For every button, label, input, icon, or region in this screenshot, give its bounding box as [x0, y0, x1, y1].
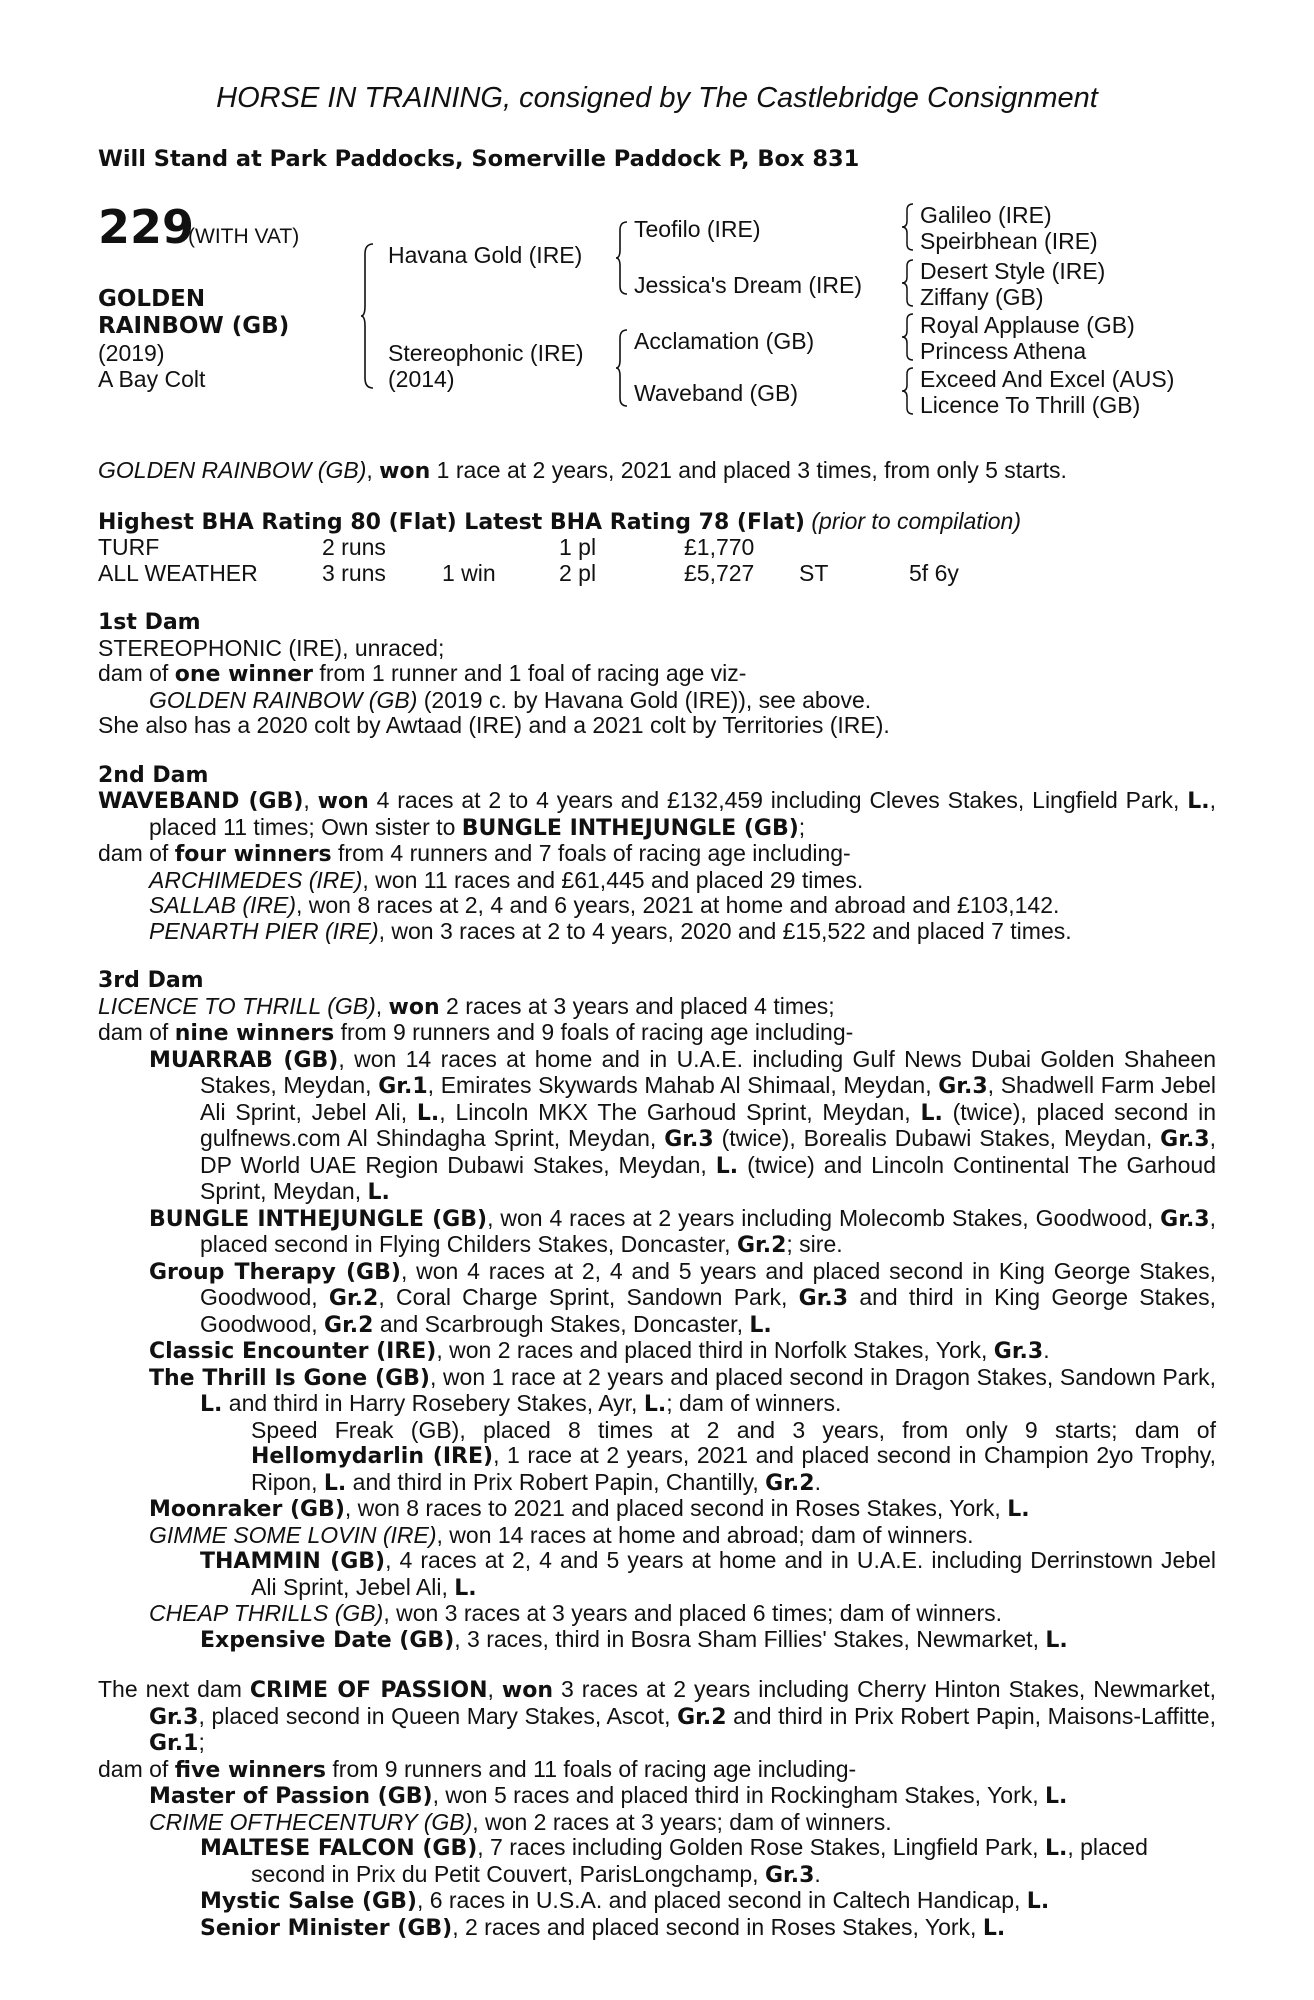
race-record-row	[98, 535, 1216, 561]
grade: Gr.2	[736, 1233, 787, 1258]
text: , won 8 races at 2, 4 and 6 years, 2021 at home and abroad and £103,142.	[296, 892, 1060, 918]
first-dam-produce	[98, 661, 1216, 688]
pedigree-dam-year: (2014)	[388, 366, 455, 392]
grade: L.	[367, 1180, 390, 1205]
grade: L.	[416, 1100, 440, 1126]
pedigree-brace-main	[361, 242, 377, 390]
text: and third in King George Stakes, Goodwood,	[200, 1284, 1217, 1337]
text: (twice) and Lincoln Continental The Garhoud Sprint, Meydan,	[200, 1151, 1216, 1204]
summary-text: 1 race at 2 years, 2021 and placed 3 times, from only 5 starts.	[430, 457, 1067, 483]
text: 2 races at 3 years and placed 4 times;	[439, 992, 835, 1019]
pedigree-ssd: Speirbhean (IRE)	[920, 228, 1098, 254]
next-dam-record	[98, 1677, 1216, 1757]
grade: L.	[982, 1915, 1006, 1941]
text: ,	[375, 992, 389, 1019]
grade: Gr.2	[765, 1470, 815, 1496]
produce-name: The Thrill Is Gone (GB)	[149, 1365, 430, 1391]
text: , won 3 races at 2 to 4 years, 2020 and £15,522 and placed 7 times.	[378, 917, 1072, 944]
record-placed: 1 pl	[559, 534, 597, 560]
grade: L.	[1187, 789, 1210, 814]
produce-name: GIMME SOME LOVIN (IRE)	[149, 1521, 437, 1548]
text: and third in Prix Robert Papin, Chantilly,	[346, 1468, 766, 1495]
record-placed: 2 pl	[559, 559, 597, 586]
produce-entry	[98, 1835, 1216, 1888]
produce-name: Mystic Salse (GB)	[200, 1889, 417, 1914]
lot-number: 229	[98, 200, 195, 254]
sibling-name: BUNGLE INTHEJUNGLE (GB)	[461, 815, 799, 841]
text: 3 races at 2 years including Cherry Hinton Stakes, Newmarket,	[553, 1676, 1216, 1702]
produce-name: Senior Minister (GB)	[200, 1915, 453, 1941]
text: , 2 races and placed second in Roses Stakes, York,	[452, 1913, 983, 1940]
first-dam-note: She also has a 2020 colt by Awtaad (IRE) and a 2021 colt by Territories (IRE).	[98, 712, 890, 738]
text: and third in Harry Rosebery Stakes, Ayr,	[222, 1390, 644, 1416]
winners-count: nine winners	[174, 1021, 335, 1046]
produce-name: Master of Passion (GB)	[149, 1784, 433, 1809]
text: , won 5 races and placed third in Rockingham Stakes, York,	[432, 1782, 1046, 1808]
produce-name: Group Therapy (GB)	[149, 1259, 401, 1285]
pedigree-sdd: Ziffany (GB)	[920, 284, 1044, 310]
pedigree-dds: Exceed And Excel (AUS)	[920, 366, 1175, 392]
text: , placed 11 times; Own sister to	[149, 787, 1217, 840]
first-dam-heading: 1st Dam	[98, 610, 201, 635]
text: (twice), Borealis Dubawi Stakes, Meydan,	[713, 1125, 1161, 1151]
summary-won: won	[379, 459, 431, 484]
record-surface: TURF	[98, 534, 160, 560]
text: dam of	[98, 1019, 175, 1045]
pedigree-dsd: Princess Athena	[920, 338, 1087, 364]
grade: Gr.2	[677, 1704, 727, 1730]
winners-count: one winner	[174, 662, 314, 687]
horse-name	[98, 286, 289, 340]
pedigree-sire-dam: Jessica's Dream (IRE)	[634, 272, 863, 298]
grade: L.	[920, 1100, 943, 1126]
page-title: HORSE IN TRAINING, consigned by The Castlebridge Consignment	[216, 82, 1098, 114]
grade: L.	[715, 1153, 739, 1179]
produce-entry	[98, 1418, 1216, 1497]
text: , placed second in Prix du Petit Couvert, ParisLongchamp,	[251, 1834, 1148, 1887]
won-label: won	[317, 789, 369, 814]
text: ; dam of winners.	[666, 1390, 842, 1416]
produce-name: ARCHIMEDES (IRE)	[149, 866, 363, 893]
produce-name: Expensive Date (GB)	[200, 1627, 455, 1653]
text: from 9 runners and 11 foals of racing age including-	[326, 1755, 857, 1782]
pedigree-dam-dam: Waveband (GB)	[634, 380, 799, 406]
race-summary: GOLDEN RAINBOW (GB), won 1 race at 2 years, 2021 and placed 3 times, from only 5 starts.	[98, 457, 1067, 484]
text: The next dam	[98, 1676, 250, 1702]
vat-note: (WITH VAT)	[188, 225, 300, 248]
text: from 4 runners and 7 foals of racing age including-	[331, 840, 851, 866]
text: 4 races at 2 to 4 years and £132,459 including Cleves Stakes, Lingfield Park,	[368, 787, 1188, 813]
pedigree-sss: Galileo (IRE)	[920, 202, 1052, 228]
grade: L.	[643, 1392, 667, 1417]
text: , won 1 race at 2 years and placed second in Dragon Stakes, Sandown Park,	[430, 1363, 1217, 1390]
third-dam-record	[98, 994, 1216, 1021]
text: , 4 races at 2, 4 and 5 years at home and in U.A.E. including Derrinstown Jebel Ali Sprint, Jebel Ali,	[251, 1547, 1216, 1600]
third-dam-heading: 3rd Dam	[98, 968, 204, 993]
produce-entry	[98, 1206, 1216, 1259]
text: , won 2 races and placed third in Norfolk Stakes, York,	[436, 1337, 994, 1363]
grade: L.	[1044, 1836, 1068, 1861]
text: (2019 c. by Havana Gold (IRE)), see above.	[417, 686, 872, 713]
text: , won 8 races to 2021 and placed second in Roses Stakes, York,	[344, 1495, 1008, 1521]
text: , 1 race at 2 years, 2021 and placed second in Champion 2yo Trophy, Ripon,	[251, 1442, 1216, 1495]
pedigree-brace-dam	[616, 328, 630, 408]
text: , won 4 races at 2 years including Molecomb Stakes, Goodwood,	[487, 1204, 1161, 1231]
pedigree-dam: Stereophonic (IRE)	[388, 340, 584, 366]
race-record-row	[98, 561, 1216, 587]
catalogue-body	[98, 458, 1216, 1941]
produce-entry	[98, 919, 1216, 945]
text: .	[1043, 1337, 1050, 1363]
produce-name: CRIME OFTHECENTURY (GB)	[149, 1808, 473, 1835]
text: from 1 runner and 1 foal of racing age viz-	[313, 660, 747, 686]
second-dam-record	[98, 788, 1216, 841]
bha-rating-note: (prior to compilation)	[811, 507, 1022, 534]
dam-name: CRIME OF PASSION	[249, 1678, 488, 1703]
text: (twice), placed second in gulfnews.com Al Shindagha Sprint, Meydan,	[200, 1098, 1216, 1151]
first-dam-foal	[98, 688, 1216, 714]
text: , won 3 races at 3 years and placed 6 times; dam of winners.	[383, 1600, 1003, 1626]
first-dam-line: STEREOPHONIC (IRE), unraced;	[98, 634, 445, 661]
grade: L.	[323, 1470, 347, 1496]
pedigree-brace-ss	[902, 202, 916, 252]
grade: Gr.3	[993, 1339, 1044, 1364]
grade: Gr.3	[764, 1862, 815, 1888]
won-label: won	[388, 994, 440, 1020]
record-prize: £1,770	[684, 534, 755, 560]
text: and third in Prix Robert Papin, Maisons-Laffitte,	[726, 1702, 1216, 1729]
record-prize: £5,727	[684, 559, 755, 586]
produce-entry	[98, 1783, 1216, 1810]
produce-entry	[98, 1047, 1216, 1206]
text: , 7 races including Golden Rose Stakes, Lingfield Park,	[477, 1834, 1045, 1860]
produce-name: Classic Encounter (IRE)	[149, 1339, 437, 1364]
grade: Gr.3	[149, 1704, 199, 1730]
summary-horse: GOLDEN RAINBOW (GB)	[98, 457, 367, 483]
text: , won 4 races at 2, 4 and 5 years and placed second in King George Stakes, Goodwood,	[200, 1257, 1217, 1310]
record-distance: 5f 6y	[909, 559, 959, 586]
produce-entry	[98, 1810, 1216, 1836]
text: , 6 races in U.S.A. and placed second in Caltech Handicap,	[416, 1887, 1027, 1913]
grade: Gr.1	[149, 1731, 199, 1756]
grade: L.	[1045, 1627, 1068, 1653]
text: , Lincoln MKX The Garhoud Sprint, Meydan,	[439, 1098, 921, 1125]
produce-entry	[98, 1548, 1216, 1601]
text: , DP World UAE Region Dubawi Stakes, Meydan,	[200, 1125, 1216, 1178]
produce-entry	[98, 1601, 1216, 1627]
text: , won 14 races at home and abroad; dam of winners.	[436, 1521, 974, 1548]
second-dam-produce	[98, 841, 1216, 868]
text: ,	[303, 787, 318, 813]
text: dam of	[98, 1755, 175, 1782]
horse-description: A Bay Colt	[98, 366, 206, 392]
produce-entry	[98, 1338, 1216, 1365]
text: , 3 races, third in Bosra Sham Fillies' Stakes, Newmarket,	[454, 1625, 1046, 1652]
text: , won 2 races at 3 years; dam of winners.	[472, 1808, 892, 1835]
record-going	[799, 535, 909, 561]
produce-entry	[98, 868, 1216, 894]
produce-name: CHEAP THRILLS (GB)	[149, 1600, 384, 1626]
pedigree-sds: Desert Style (IRE)	[920, 258, 1106, 284]
grade: L.	[454, 1575, 477, 1601]
stand-location: Will Stand at Park Paddocks, Somerville Paddock P, Box 831	[98, 146, 860, 172]
text: Speed Freak (GB), placed 8 times at 2 and 3 years, from only 9 starts; dam of	[251, 1416, 1216, 1443]
text: , Shadwell Farm Jebel Ali Sprint, Jebel Ali,	[200, 1072, 1216, 1125]
record-runs: 3 runs	[322, 559, 386, 586]
text: , Coral Charge Sprint, Sandown Park,	[378, 1284, 799, 1310]
produce-name: Moonraker (GB)	[149, 1497, 345, 1522]
text: .	[814, 1860, 821, 1887]
text: ; sire.	[786, 1231, 843, 1257]
text: , won 14 races at home and in U.A.E. including Gulf News Dubai Golden Shaheen Stakes, Meydan,	[200, 1045, 1216, 1098]
grade: Gr.3	[1160, 1206, 1210, 1232]
horse-name-line1: GOLDEN	[98, 286, 206, 312]
foal-name: GOLDEN RAINBOW (GB)	[149, 686, 418, 713]
produce-entry	[98, 1888, 1216, 1915]
grade: Gr.3	[1160, 1127, 1210, 1152]
grade: Gr.3	[664, 1127, 714, 1152]
pedigree-sire-sire: Teofilo (IRE)	[634, 216, 761, 242]
bha-rating	[98, 509, 1216, 536]
dam-name: WAVEBAND (GB)	[98, 789, 304, 814]
foaling-year: (2019)	[98, 340, 165, 366]
text: .	[814, 1468, 821, 1495]
winners-count: four winners	[174, 842, 332, 867]
grade: Gr.3	[938, 1074, 988, 1099]
grade: L.	[200, 1392, 223, 1417]
produce-entry	[98, 1259, 1216, 1339]
produce-name: MALTESE FALCON (GB)	[200, 1836, 478, 1861]
grade: Gr.2	[324, 1312, 374, 1338]
grade: L.	[1026, 1889, 1050, 1914]
produce-name: THAMMIN (GB)	[200, 1549, 386, 1574]
won-label: won	[501, 1678, 553, 1703]
second-dam-heading: 2nd Dam	[98, 762, 209, 788]
next-dam-produce	[98, 1757, 1216, 1784]
record-surface: ALL WEATHER	[98, 559, 258, 586]
produce-name: Hellomydarlin (IRE)	[251, 1444, 494, 1469]
produce-entry	[98, 1365, 1216, 1418]
horse-name-line2: RAINBOW (GB)	[98, 313, 290, 339]
text: , Emirates Skywards Mahab Al Shimaal, Meydan,	[427, 1072, 939, 1098]
text: ;	[198, 1729, 205, 1755]
produce-name: MUARRAB (GB)	[149, 1047, 339, 1073]
text: , placed second in Flying Childers Stakes, Doncaster,	[200, 1204, 1216, 1257]
text: and Scarbrough Stakes, Doncaster,	[373, 1310, 750, 1337]
dam-name: LICENCE TO THRILL (GB)	[98, 992, 376, 1019]
record-wins	[442, 535, 559, 561]
produce-entry	[98, 893, 1216, 919]
produce-name: SALLAB (IRE)	[149, 892, 296, 918]
grade: L.	[1007, 1497, 1030, 1522]
pedigree-brace-dd	[902, 366, 916, 416]
grade: L.	[749, 1312, 772, 1338]
record-going: ST	[799, 559, 829, 586]
pedigree-dss: Royal Applause (GB)	[920, 312, 1135, 338]
winners-count: five winners	[174, 1757, 327, 1783]
grade: Gr.3	[798, 1286, 849, 1311]
record-wins: 1 win	[442, 559, 496, 586]
text: from 9 runners and 9 foals of racing age including-	[334, 1019, 854, 1045]
produce-entry	[98, 1627, 1216, 1654]
pedigree-ddd: Licence To Thrill (GB)	[920, 392, 1141, 418]
text: , placed second in Queen Mary Stakes, Ascot,	[198, 1702, 678, 1729]
grade: Gr.1	[378, 1074, 428, 1099]
record-runs: 2 runs	[322, 534, 386, 560]
text: dam of	[98, 840, 175, 866]
grade: Gr.2	[328, 1286, 379, 1311]
text: ,	[487, 1676, 502, 1702]
produce-entry	[98, 1496, 1216, 1523]
record-distance	[909, 535, 989, 561]
produce-name: BUNGLE INTHEJUNGLE (GB)	[149, 1206, 488, 1232]
pedigree-brace-ds	[902, 312, 916, 362]
pedigree-sire: Havana Gold (IRE)	[388, 242, 583, 268]
produce-entry	[98, 1915, 1216, 1942]
grade: L.	[1045, 1784, 1068, 1809]
produce-entry	[98, 1523, 1216, 1549]
text: ;	[798, 813, 806, 840]
produce-name: PENARTH PIER (IRE)	[149, 917, 379, 944]
text: , won 11 races and £61,445 and placed 29 times.	[362, 866, 864, 893]
pedigree-brace-sire	[616, 220, 630, 296]
bha-rating-title: Highest BHA Rating 80 (Flat) Latest BHA Rating 78 (Flat)	[98, 509, 805, 535]
text: dam of	[98, 660, 175, 686]
third-dam-produce	[98, 1020, 1216, 1047]
pedigree-dam-sire: Acclamation (GB)	[634, 328, 815, 354]
pedigree-brace-sd	[902, 258, 916, 308]
